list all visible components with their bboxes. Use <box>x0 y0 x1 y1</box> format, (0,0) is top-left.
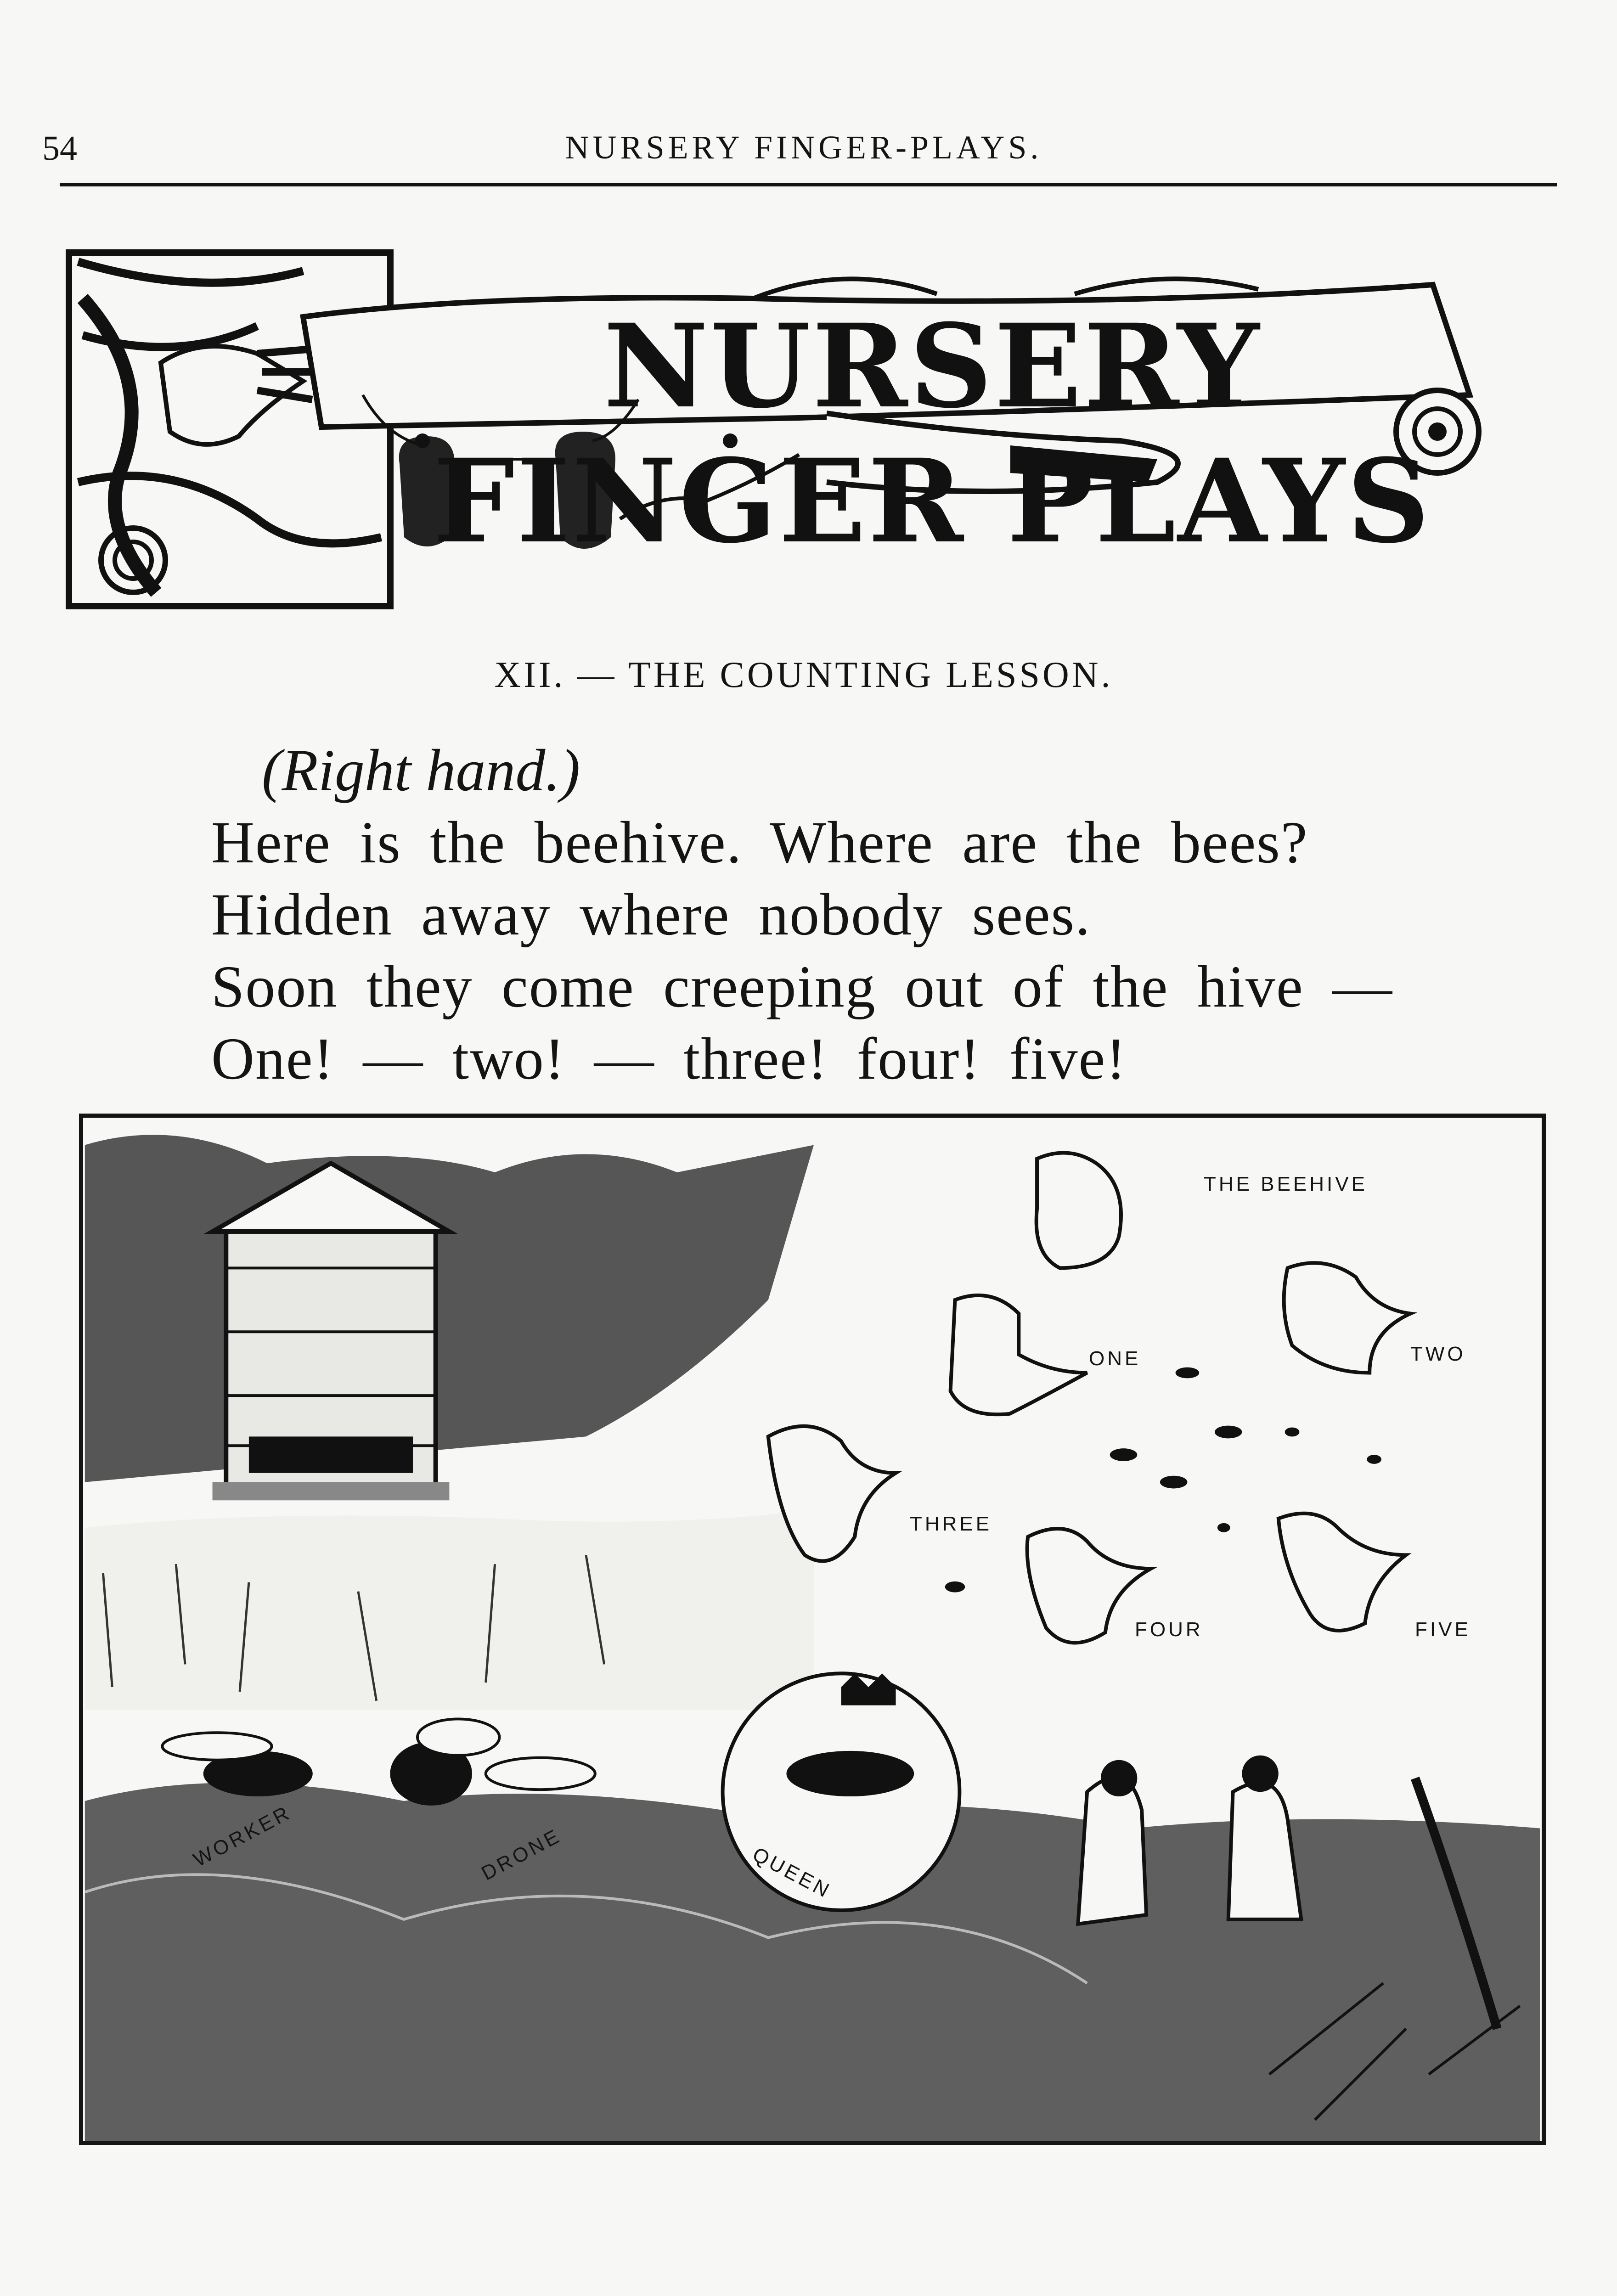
title-banner <box>64 243 1538 620</box>
poem-direction: (Right hand.) <box>262 737 580 804</box>
page-number: 54 <box>42 129 77 168</box>
poem-line: Soon they come creeping out of the hive — <box>211 954 1393 1020</box>
hand-label-beehive: THE BEEHIVE <box>1204 1173 1368 1195</box>
running-title: NURSERY FINGER-PLAYS. <box>565 129 1042 166</box>
hand-label-one: ONE <box>1089 1347 1141 1370</box>
poem-line: Hidden away where nobody sees. <box>211 882 1091 948</box>
hand-label-five: FIVE <box>1415 1618 1471 1641</box>
counting-lesson-illustration <box>79 1114 1546 2145</box>
poem <box>211 735 1393 1095</box>
section-title: XII. — THE COUNTING LESSON. <box>494 655 1113 695</box>
illustration-drawing <box>83 1118 1542 2141</box>
bee-label-queen: QUEEN <box>749 1843 835 1903</box>
poem-line: Here is the beehive. Where are the bees? <box>211 810 1308 876</box>
banner-title: NURSERY FINGER PLAYS <box>433 298 1432 568</box>
header-rule <box>60 183 1557 186</box>
hand-label-three: THREE <box>910 1513 992 1535</box>
bee-label-drone: DRONE <box>478 1824 565 1885</box>
poem-line: One! — two! — three! four! five! <box>211 1026 1127 1092</box>
hand-label-four: FOUR <box>1135 1618 1203 1641</box>
bee-label-worker: WORKER <box>189 1801 295 1872</box>
hand-label-two: TWO <box>1410 1343 1466 1365</box>
